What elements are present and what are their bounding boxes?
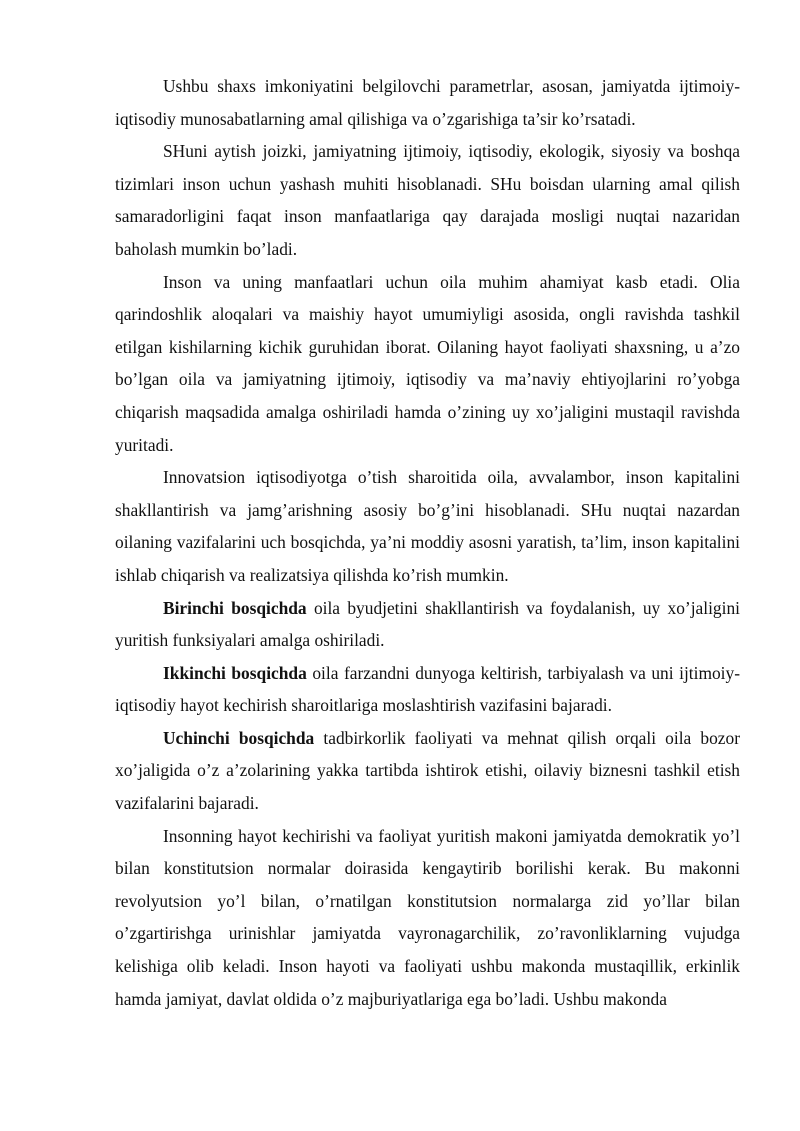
paragraph-8-text: Insonning hayot kechirishi va faoliyat yuritish makoni jamiyatda demokratik yo’l bilan konstitutsion normalar doirasida kengaytirib borilishi kerak. Bu makonni revolyutsion yo’l bilan, o’rnatilgan konstitutsion normalarga zid yo’llar bilan o’zgartirishga urinishlar jamiyatda vayronagarchilik, zo’ravonliklarning vujudga kelishiga olib keladi. Inson hayoti va faoliyati ushbu makonda mustaqillik, erkinlik hamda jamiyat, davlat oldida o’z majburiyatlariga ega bo’ladi. Ushbu makonda [115, 825, 740, 1009]
paragraph-8 [115, 820, 740, 1016]
paragraph-6 [115, 657, 740, 722]
paragraph-1-text: Ushbu shaxs imkoniyatini belgilovchi parametrlar, asosan, jamiyatda ijtimoiy- iqtisodiy munosabatlarning amal qilishiga va o’zgarishiga ta’sir ko’rsatadi. [115, 76, 740, 129]
paragraph-5-text: oila byudjetini shakllantirish va foydalanish, uy xo’jaligini yuritish funksiyalari amalga oshiriladi. [115, 597, 740, 651]
paragraph-2 [115, 135, 740, 265]
paragraph-6-text: oila farzandni dunyoga keltirish, tarbiyalash va uni ijtimoiy-iqtisodiy hayot kechirish sharoitlariga moslashtirish vazifasini bajaradi. [115, 662, 740, 716]
paragraph-4 [115, 461, 740, 591]
paragraph-2-text: SHuni aytish joizki, jamiyatning ijtimoiy, iqtisodiy, ekologik, siyosiy va boshqa tizimlari inson uchun yashash muhiti hisoblanadi. SHu boisdan ularning amal qilish samaradorligini faqat inson manfaatlariga qay darajada mosligi nuqtai nazaridan baholash mumkin bo’ladi. [115, 141, 740, 259]
paragraph-7 [115, 722, 740, 820]
paragraph-5 [115, 592, 740, 657]
paragraph-1 [115, 70, 740, 135]
paragraph-7-text: tadbirkorlik faoliyati va mehnat qilish orqali oila bozor xo’jaligida o’z a’zolarining yakka tartibda ishtirok etishi, oilaviy biznesni tashkil etish vazifalarini bajaradi. [115, 727, 741, 814]
paragraph-7-lead: Uchinchi bosqichda [163, 727, 315, 748]
paragraph-3 [115, 266, 740, 462]
paragraph-5-lead: Birinchi bosqichda [163, 597, 307, 618]
document-body [115, 70, 740, 1015]
paragraph-3-text: Inson va uning manfaatlari uchun oila muhim ahamiyat kasb etadi. Olia qarindoshlik aloqalari va maishiy hayot umumiyligi asosida, ongli ravishda tashkil etilgan kishilarning kichik guruhidan iborat. Oilaning hayot faoliyati shaxsning, u a’zo bo’lgan oila va jamiyatning ijtimoiy, iqtisodiy va ma’naviy ehtiyojlarini ro’yobga chiqarish maqsadida amalga oshiriladi hamda o’zining uy xo’jaligini mustaqil ravishda yuritadi. [115, 271, 740, 455]
paragraph-4-text: Innovatsion iqtisodiyotga o’tish sharoitida oila, avvalambor, inson kapitalini shakllantirish va jamg’arishning asosiy bo’g’ini hisoblanadi. SHu nuqtai nazardan oilaning vazifalarini uch bosqichda, ya’ni moddiy asosni yaratish, ta’lim, inson kapitalini ishlab chiqarish va realizatsiya qilishda ko’rish mumkin. [115, 467, 740, 585]
paragraph-6-lead: Ikkinchi bosqichda [163, 662, 307, 683]
